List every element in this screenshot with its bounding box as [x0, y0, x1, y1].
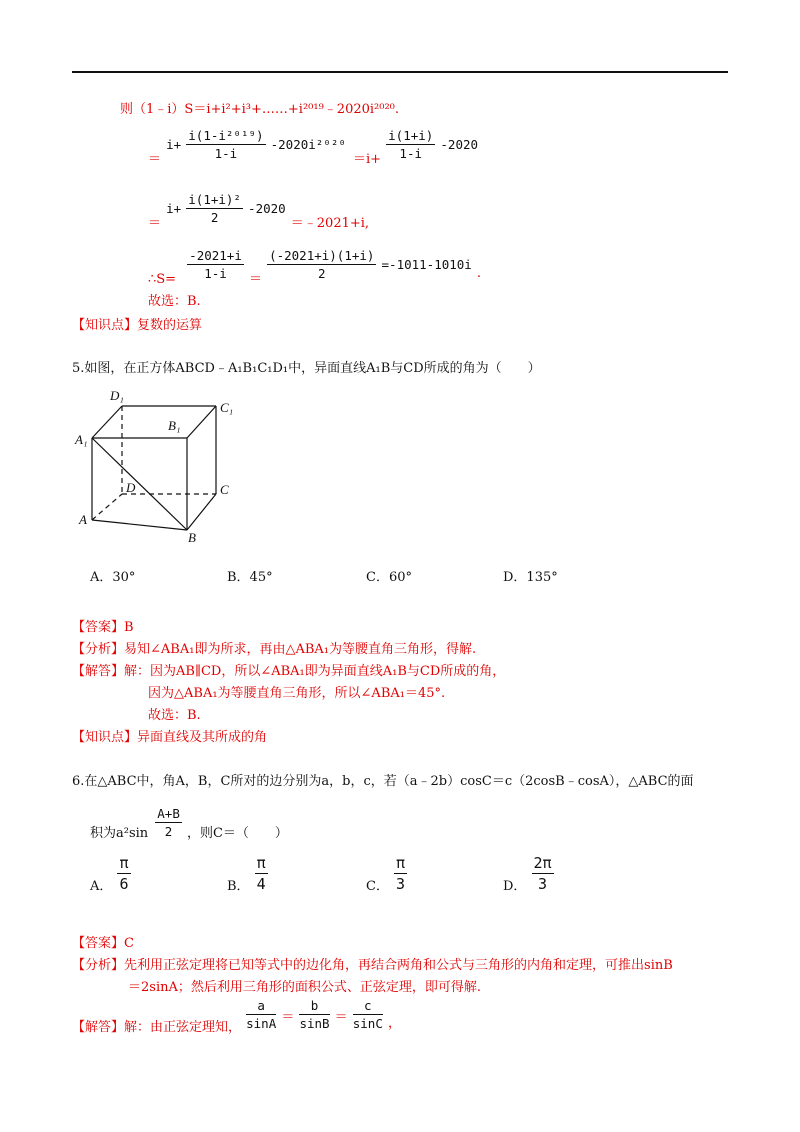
fraction-4 [187, 248, 244, 281]
q6-option-b-frac [255, 854, 268, 893]
kp-tag: 【知识点】 [72, 318, 138, 333]
sol4-row1 [148, 128, 479, 167]
q6-option-d-frac [532, 854, 554, 893]
f1-tail: -2020i²⁰²⁰ [270, 137, 346, 152]
q6-sol-f2-den: sinB [299, 1016, 330, 1031]
q5-kp-tag: 【知识点】 [72, 730, 138, 745]
q5-analysis-text: 易知∠ABA₁即为所求，再由△ABA₁为等腰直角三角形，得解. [124, 642, 477, 657]
q6-stem-line2 [90, 806, 288, 839]
q6-answer-tag: 【答案】 [72, 936, 125, 951]
q5-solution-line2: 因为△ABA₁为等腰直角三角形，所以∠ABA₁＝45°. [148, 686, 446, 701]
kp-text: 复数的运算 [137, 318, 203, 333]
fraction-3-num: i(1+i)² [188, 192, 241, 207]
eq-sign-2: ＝ [148, 216, 162, 231]
q5-analysis [72, 638, 476, 657]
label-b: B [188, 530, 196, 545]
diagonal-a1-b [92, 438, 187, 530]
q6-analysis-line1: 先利用正弦定理将已知等式中的边化角，再结合两角和公式与三角形的内角和定理，可推出sinB [124, 958, 673, 973]
q6-stem-2a: 积为a²sin [90, 826, 149, 841]
q6-option-a-frac [117, 854, 130, 893]
q5-stem: 5.如图，在正方体ABCD﹣A₁B₁C₁D₁中，异面直线A₁B与CD所成的角为（ ） [72, 361, 541, 376]
q5-option-c: C．60° [366, 570, 412, 585]
q6-analysis-line2: ＝2sinA；然后利用三角形的面积公式、正弦定理，即可得解. [128, 980, 481, 995]
q5-option-a: A．30° [90, 570, 136, 585]
q6-option-a-den: 6 [119, 875, 129, 893]
header-rule [72, 71, 728, 73]
label-d1: D₁ [110, 388, 124, 403]
q6-option-a-label: A． [90, 879, 113, 894]
q6-sol-f3-num: c [353, 998, 383, 1015]
q6-answer-value: C [124, 936, 134, 951]
q5-solution [72, 660, 505, 679]
edge-b-c [187, 494, 216, 530]
sol4-choose: 故选：B. [148, 294, 201, 309]
label-c1: C₁ [220, 400, 234, 415]
q6-solution [72, 998, 401, 1035]
q6-stem-frac-num: A+B [157, 806, 180, 821]
q6-sol-frac-3 [353, 998, 383, 1031]
q5-analysis-tag: 【分析】 [72, 642, 125, 657]
q6-sol-f1-den: sinA [246, 1016, 277, 1031]
q5-answer-value: B [124, 620, 134, 635]
q5-kp-text: 异面直线及其所成的角 [137, 730, 268, 745]
eq-sign-3: ＝ [248, 272, 262, 287]
q6-option-d-num: 2π [533, 854, 552, 872]
q6-analysis-tag: 【分析】 [72, 958, 125, 973]
sol4-line1: 则（1﹣i）S＝i+i²+i³+……+i²⁰¹⁹﹣2020i²⁰²⁰. [120, 102, 400, 117]
sol4-row2 [148, 192, 370, 231]
q6-stem-frac-den: 2 [164, 824, 173, 839]
q6-option-a-num: π [119, 854, 129, 872]
q6-stem-line1: 6.在△ABC中，角A，B，C所对的边分别为a，b，c，若（a﹣2b）cosC＝c（2cosB﹣cosA），△ABC的面 [72, 774, 694, 789]
fraction-3 [186, 192, 243, 225]
edge-b1-c1 [187, 406, 216, 438]
fraction-5 [267, 248, 376, 281]
eq-sign: ＝ [148, 152, 162, 167]
fraction-1 [186, 128, 265, 161]
q6-option-d [503, 854, 554, 893]
eq-i-plus: ＝i+ [352, 152, 382, 167]
q6-sol-eq-2: ＝ [334, 1010, 348, 1025]
edge-a-b [92, 520, 187, 530]
sol4-knowledge-point [72, 314, 202, 333]
fraction-4-den: 1-i [204, 266, 227, 281]
q6-option-c-frac [394, 854, 407, 893]
period: . [476, 266, 482, 281]
q6-solution-lead: 解：由正弦定理知， [124, 1020, 242, 1035]
label-b1: B₁ [168, 418, 181, 433]
q6-sol-frac-1 [246, 998, 276, 1031]
q6-sol-f2-num: b [299, 998, 329, 1015]
q5-solution-line1: 解：因为AB∥CD，所以∠ABA₁即为异面直线A₁B与CD所成的角， [124, 664, 506, 679]
q6-option-a [90, 854, 131, 893]
q6-option-c-label: C． [366, 879, 389, 894]
q5-knowledge-point [72, 726, 267, 745]
fraction-2-den: 1-i [399, 146, 422, 161]
q5-solution-tag: 【解答】 [72, 664, 125, 679]
label-d: D [126, 480, 136, 495]
q6-sol-frac-2 [299, 998, 329, 1031]
q6-option-d-den: 3 [538, 875, 548, 893]
q6-option-b-num: π [256, 854, 266, 872]
label-a1: A₁ [75, 432, 88, 447]
edge-a1-d1 [92, 406, 122, 438]
q6-option-b-label: B． [227, 879, 250, 894]
q5-answer-tag: 【答案】 [72, 620, 125, 635]
q6-stem-2b: ，则C＝（ ） [186, 826, 288, 841]
q6-option-c-num: π [396, 854, 406, 872]
q6-sol-f1-num: a [246, 998, 276, 1015]
q6-sol-tail: ， [387, 1016, 401, 1031]
f1-lead: i+ [166, 137, 182, 152]
f3-lead: i+ [166, 201, 182, 216]
q6-stem-fraction [155, 806, 182, 839]
q6-option-b [227, 854, 268, 893]
q5-option-d: D．135° [503, 570, 558, 585]
q6-sol-f3-den: sinC [352, 1016, 383, 1031]
q6-option-d-label: D． [503, 879, 527, 894]
q5-option-b: B．45° [227, 570, 273, 585]
fraction-1-den: 1-i [214, 146, 238, 161]
fraction-1-num: i(1-i²⁰¹⁹) [188, 128, 264, 143]
fraction-5-den: 2 [317, 266, 326, 281]
q6-option-c-den: 3 [396, 875, 406, 893]
sol4-row3 [148, 248, 482, 287]
q6-option-b-den: 4 [256, 875, 266, 893]
label-c: C [220, 482, 229, 497]
fraction-4-num: -2021+i [189, 248, 242, 263]
f3-result: ＝﹣2021+i, [290, 216, 370, 231]
q6-sol-eq-1: ＝ [281, 1010, 295, 1025]
f3-tail: -2020 [248, 201, 286, 216]
q6-option-c [366, 854, 407, 893]
fraction-3-den: 2 [210, 210, 219, 225]
hidden-edge-a-d [92, 494, 122, 520]
therefore: ∴S= [148, 272, 177, 287]
q6-answer [72, 932, 134, 951]
f5-result: =-1011-1010i [381, 257, 472, 272]
fraction-2-num: i(1+i) [388, 128, 434, 143]
label-a: A [79, 512, 87, 527]
f2-tail: -2020 [440, 137, 479, 152]
q5-solution-line3: 故选：B. [148, 708, 201, 723]
fraction-2 [386, 128, 435, 161]
q6-analysis [72, 954, 673, 973]
q5-answer [72, 616, 134, 635]
fraction-5-num: (-2021+i)(1+i) [269, 248, 375, 263]
cube-figure [70, 380, 240, 550]
q6-solution-tag: 【解答】 [72, 1020, 125, 1035]
